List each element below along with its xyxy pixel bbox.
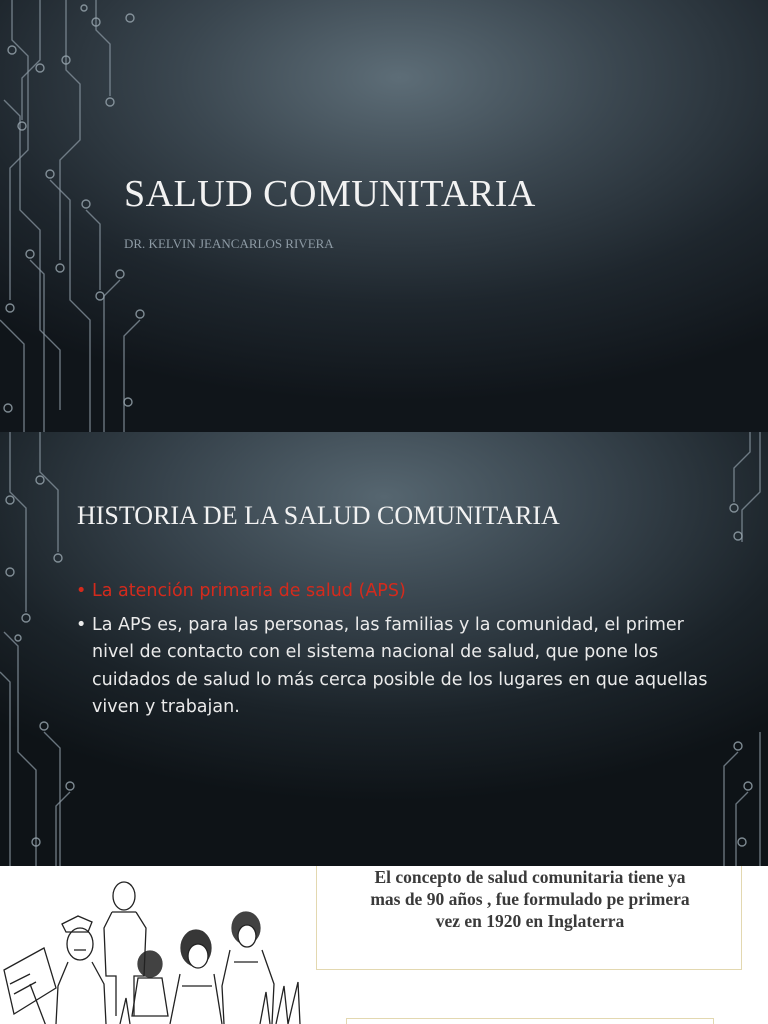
slide-heading: HISTORIA DE LA SALUD COMUNITARIA: [77, 501, 560, 530]
presentation-title: SALUD COMUNITARIA: [124, 173, 536, 215]
bullet-list: [76, 578, 716, 728]
secondary-textbox: [346, 1018, 714, 1024]
concept-line-2: mas de 90 años , fue formulado pe primera: [370, 889, 690, 909]
community-illustration: [0, 866, 310, 1024]
bullet-item-aps: [76, 578, 716, 606]
bullet-icon: •: [76, 581, 87, 601]
bullet-text: La APS es, para las personas, las familias y la comunidad, el primer nivel de contacto con el sistema nacional de salud, que pone los cuidados de salud lo más cerca posible de los lugares en que aquellas viven y trabajan.: [92, 614, 708, 717]
presentation-author: DR. KELVIN JEANCARLOS RIVERA: [124, 236, 334, 251]
circuit-decoration-left: [0, 0, 160, 432]
concept-text: [317, 866, 743, 932]
concept-line-1: El concepto de salud comunitaria tiene ya: [374, 867, 686, 887]
concept-line-3: vez en 1920 en Inglaterra: [435, 911, 625, 931]
bullet-text: La atención primaria de salud (APS): [92, 581, 406, 601]
bullet-item-definition: [76, 612, 716, 722]
concept-textbox: [316, 866, 742, 970]
bullet-icon: •: [76, 614, 87, 635]
concept-slide: [0, 866, 768, 1024]
title-slide: [0, 0, 768, 432]
